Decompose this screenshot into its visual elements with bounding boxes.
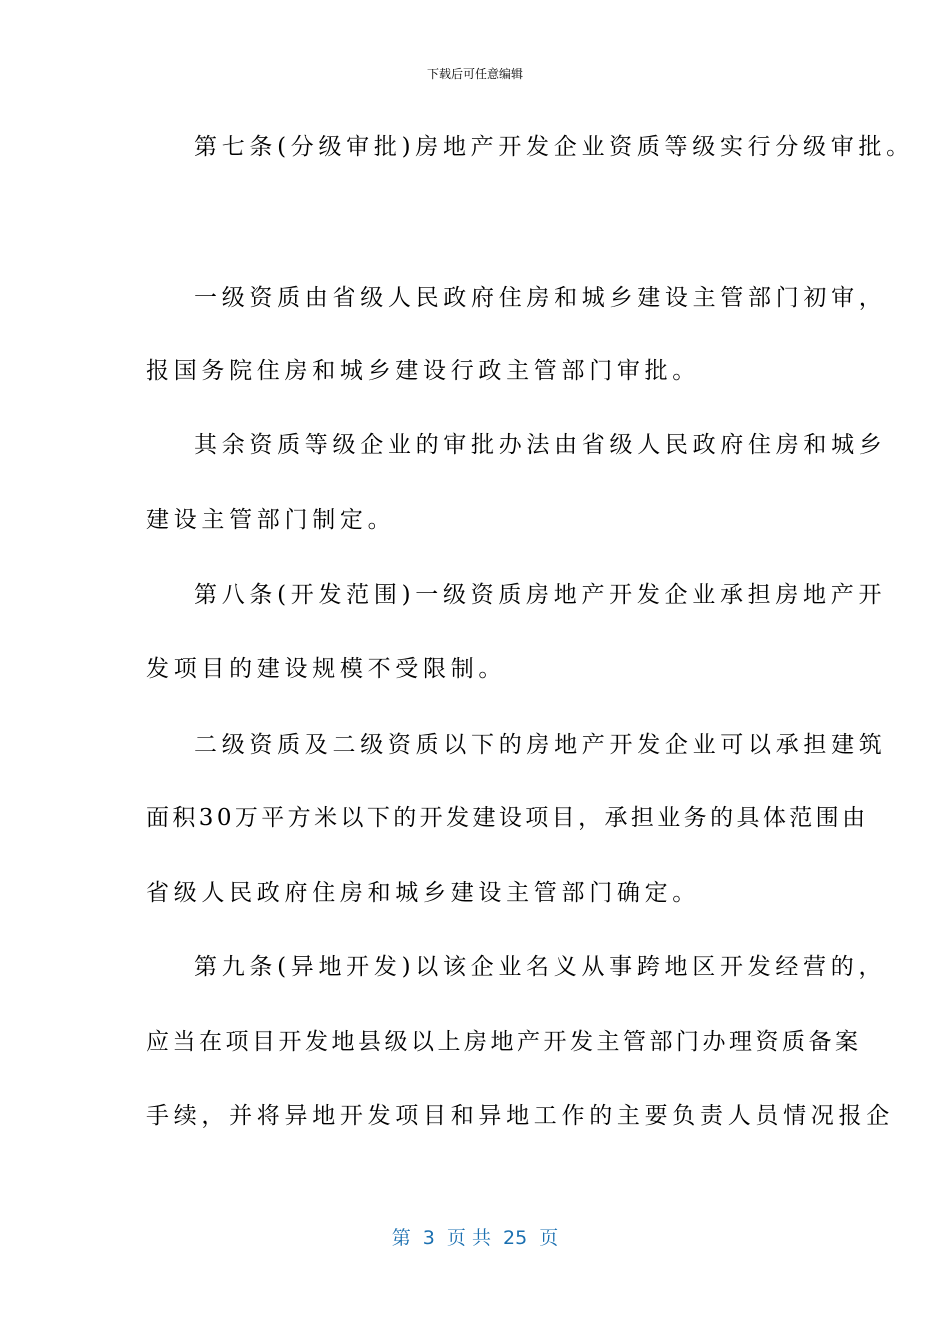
header-note: 下载后可任意编辑 xyxy=(426,67,523,81)
text-line: 省级人民政府住房和城乡建设主管部门确定。 xyxy=(146,880,700,906)
page-number: 第 3 页 共 25 页 xyxy=(391,1227,559,1249)
text-line: 其余资质等级企业的审批办法由省级人民政府住房和城乡 xyxy=(194,432,887,458)
text-line: 二级资质及二级资质以下的房地产开发企业可以承担建筑 xyxy=(194,732,887,758)
text-line: 建设主管部门制定。 xyxy=(146,507,396,533)
text-line: 一级资质由省级人民政府住房和城乡建设主管部门初审， xyxy=(194,285,887,311)
text-line: 面积30万平方米以下的开发建设项目，承担业务的具体范围由 xyxy=(146,805,869,831)
text-line: 第七条(分级审批)房地产开发企业资质等级实行分级审批。 xyxy=(194,134,914,160)
text-line: 报国务院住房和城乡建设行政主管部门审批。 xyxy=(146,358,700,384)
text-line: 发项目的建设规模不受限制。 xyxy=(146,656,507,682)
text-line: 应当在项目开发地县级以上房地产开发主管部门办理资质备案 xyxy=(146,1029,862,1055)
text-line: 第八条(开发范围)一级资质房地产开发企业承担房地产开 xyxy=(194,582,887,608)
text-line: 手续，并将异地开发项目和异地工作的主要负责人员情况报企 xyxy=(146,1103,894,1129)
text-line: 第九条(异地开发)以该企业名义从事跨地区开发经营的， xyxy=(194,954,887,980)
